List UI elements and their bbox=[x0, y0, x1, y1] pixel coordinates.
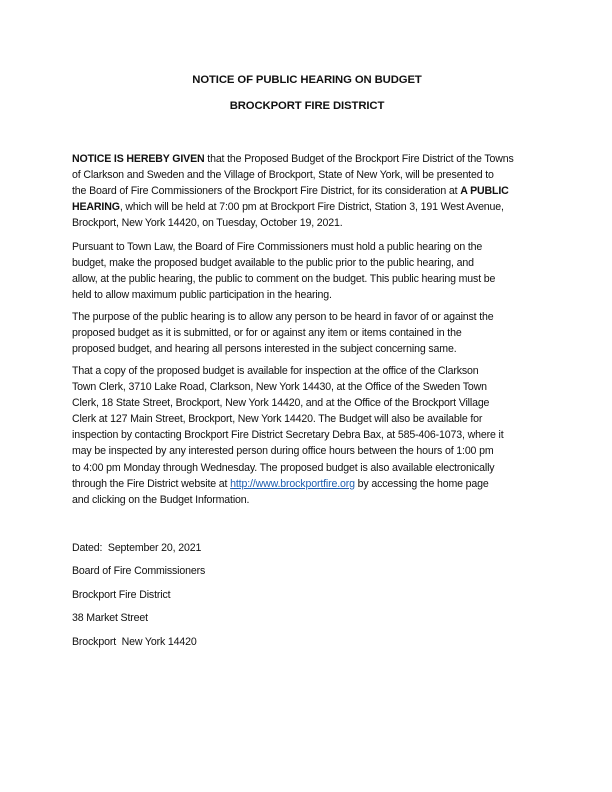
paragraph-availability bbox=[72, 363, 544, 508]
dated-line: Dated: September 20, 2021 bbox=[72, 542, 202, 554]
text: by accessing the home page bbox=[354, 477, 489, 490]
paragraph-line: and clicking on the Budget Information. bbox=[72, 493, 250, 506]
signature-board: Board of Fire Commissioners bbox=[72, 565, 206, 577]
paragraph-line: allow, at the public hearing, the public to comment on the budget. This public hearing must be bbox=[72, 273, 496, 286]
paragraph-line: Clerk at 127 Main Street, Brockport, New York 14420. The Budget will also be available for bbox=[72, 413, 483, 426]
signature-district: Brockport Fire District bbox=[72, 589, 171, 601]
paragraph-line: may be inspected by any interested person during office hours between the hours of 1:00 pm bbox=[72, 445, 494, 458]
paragraph-line: Brockport, New York 14420, on Tuesday, October 19, 2021. bbox=[72, 217, 343, 230]
paragraph-line: Town Clerk, 3710 Lake Road, Clarkson, New York 14430, at the Office of the Sweden Town bbox=[72, 381, 487, 394]
bold-text: HEARING bbox=[72, 201, 120, 214]
paragraph-notice bbox=[72, 151, 544, 231]
paragraph-line: to 4:00 pm Monday through Wednesday. The proposed budget is also available electronically bbox=[72, 461, 495, 474]
signature-city: Brockport New York 14420 bbox=[72, 636, 197, 648]
paragraph-line: budget, make the proposed budget available to the public prior to the public hearing, and bbox=[72, 257, 474, 270]
paragraph-line bbox=[72, 151, 544, 167]
text: the Board of Fire Commissioners of the Brockport Fire District, for its consideration at bbox=[72, 185, 461, 198]
paragraph-town-law bbox=[72, 239, 544, 303]
paragraph-line: Clerk, 18 State Street, Brockport, New York 14420, and at the Office of the Brockport Village bbox=[72, 397, 490, 410]
paragraph-line bbox=[72, 183, 544, 199]
paragraph-line: held to allow maximum public participation in the hearing. bbox=[72, 289, 332, 302]
paragraph-line: That a copy of the proposed budget is available for inspection at the office of the Clarkson bbox=[72, 365, 479, 377]
text: through the Fire District website at bbox=[72, 477, 231, 490]
signature-street: 38 Market Street bbox=[72, 612, 148, 624]
paragraph-line bbox=[72, 199, 544, 215]
paragraph-purpose bbox=[72, 309, 544, 357]
paragraph-line: of Clarkson and Sweden and the Village of Brockport, State of New York, will be presented to bbox=[72, 169, 494, 182]
website-link[interactable]: http://www.brockportfire.org bbox=[230, 477, 355, 490]
paragraph-line: Pursuant to Town Law, the Board of Fire Commissioners must hold a public hearing on the bbox=[72, 241, 483, 253]
paragraph-line bbox=[72, 476, 544, 492]
text: that the Proposed Budget of the Brockport Fire District of the Towns bbox=[204, 153, 514, 165]
text: , which will be held at 7:00 pm at Brockport Fire District, Station 3, 191 West Avenue, bbox=[119, 201, 504, 214]
notice-title: NOTICE OF PUBLIC HEARING ON BUDGET bbox=[192, 74, 422, 86]
paragraph-line: inspection by contacting Brockport Fire District Secretary Debra Bax, at 585-406-1073, where it bbox=[72, 429, 504, 442]
bold-text: NOTICE IS HEREBY GIVEN bbox=[72, 153, 205, 165]
paragraph-line: proposed budget, and hearing all persons interested in the subject concerning same. bbox=[72, 343, 457, 356]
paragraph-line: proposed budget as it is submitted, or for or against any item or items contained in the bbox=[72, 327, 462, 340]
paragraph-line: The purpose of the public hearing is to allow any person to be heard in favor of or against the bbox=[72, 311, 494, 323]
district-subtitle: BROCKPORT FIRE DISTRICT bbox=[229, 100, 385, 112]
bold-text: A PUBLIC bbox=[460, 185, 509, 198]
